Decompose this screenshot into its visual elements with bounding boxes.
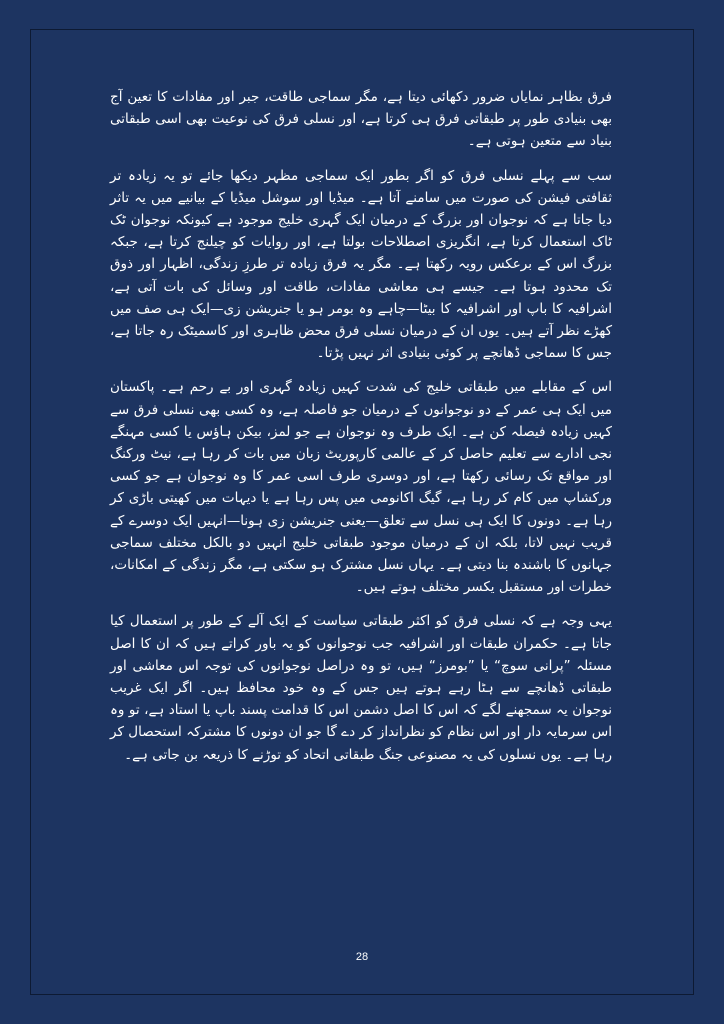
body-text <box>110 86 612 778</box>
paragraph-3: اس کے مقابلے میں طبقاتی خلیج کی شدت کہیں زیادہ گہری اور بے رحم ہے۔ پاکستان میں ایک ہی عمر کے دو نوجوانوں کے درمیان جو فاصلہ ہے، وہ کسی بھی نسلی فرق سے کہیں زیادہ فیصلہ کن ہے۔ ایک طرف وہ نوجوان ہے جو لمز، بیکن ہاؤس یا کسی مہنگے نجی ادارے سے تعلیم حاصل کر کے عالمی کارپوریٹ زبان میں بات کر رہا ہے، نیٹ ورکنگ اور مواقع تک رسائی رکھتا ہے، اور دوسری طرف اسی عمر کا وہ نوجوان ہے جو کسی ورکشاپ میں کام کر رہا ہے، گیگ اکانومی میں پس رہا ہے یا دیہات میں کھیتی باڑی کر رہا ہے۔ دونوں کا ایک ہی نسل سے تعلق—یعنی جنریشن زی ہونا—انہیں ایک دوسرے کے قریب نہیں لاتا، بلکہ ان کے درمیان موجود طبقاتی خلیج انہیں دو بالکل مختلف سماجی جہانوں کا باشندہ بنا دیتی ہے۔ یہاں نسل مشترک ہو سکتی ہے، مگر زندگی کے امکانات، خطرات اور مستقبل یکسر مختلف ہوتے ہیں۔ <box>110 379 612 596</box>
paragraph-4: یہی وجہ ہے کہ نسلی فرق کو اکثر طبقاتی سیاست کے ایک آلے کے طور پر استعمال کیا جاتا ہے۔ حکمران طبقات اور اشرافیہ جب نوجوانوں کو یہ باور کراتے ہیں کہ ان کا اصل مسئلہ ”پرانی سوچ“ یا ”بومرز“ ہیں، تو وہ دراصل نوجوانوں کی توجہ اس معاشی اور طبقاتی ڈھانچے سے ہٹا رہے ہوتے ہیں جس کے وہ خود محافظ ہیں۔ اگر ایک غریب نوجوان یہ سمجھنے لگے کہ اس کا اصل دشمن اس کا قدامت پسند باپ یا استاد ہے، تو وہ اس سرمایہ دار اور اس نظام کو نظرانداز کر دے گا جو ان دونوں کا مشترکہ استحصال کر رہا ہے۔ یوں نسلوں کی یہ مصنوعی جنگ طبقاتی اتحاد کو توڑنے کا ذریعہ بن جاتی ہے۔ <box>110 613 612 763</box>
paragraph-1: فرق بظاہر نمایاں ضرور دکھائی دیتا ہے، مگر سماجی طاقت، جبر اور مفادات کا تعین آج بھی بنیادی طور پر طبقاتی فرق ہی کرتا ہے، اور نسلی فرق کی نوعیت بھی اسی طبقاتی بنیاد سے متعین ہوتی ہے۔ <box>110 89 612 150</box>
page-number: 28 <box>355 951 369 963</box>
paragraph-2: سب سے پہلے نسلی فرق کو اگر بطور ایک سماجی مظہر دیکھا جائے تو یہ زیادہ تر ثقافتی فیشن کی صورت میں سامنے آتا ہے۔ میڈیا اور سوشل میڈیا کے بیانیے میں یہ تاثر دیا جاتا ہے کہ نوجوان اور بزرگ کے درمیان ایک گہری خلیج موجود ہے کیونکہ نوجوان ٹک ٹاک استعمال کرتا ہے، انگریزی اصطلاحات بولتا ہے، اور روایات کو چیلنج کرتا ہے، جبکہ بزرگ اس کے برعکس رویہ رکھتا ہے۔ مگر یہ فرق زیادہ تر طرزِ زندگی، اظہار اور ذوق تک محدود ہوتا ہے۔ جیسے ہی معاشی مفادات، طاقت اور وسائل کی بات آتی ہے، اشرافیہ کا باپ اور اشرافیہ کا بیٹا—چاہے وہ بومر ہو یا جنریشن زی—ایک ہی صف میں کھڑے نظر آتے ہیں۔ یوں ان کے درمیان نسلی فرق محض ظاہری اور کاسمیٹک رہ جاتا ہے، جس کا سماجی ڈھانچے پر کوئی بنیادی اثر نہیں پڑتا۔ <box>110 167 612 362</box>
